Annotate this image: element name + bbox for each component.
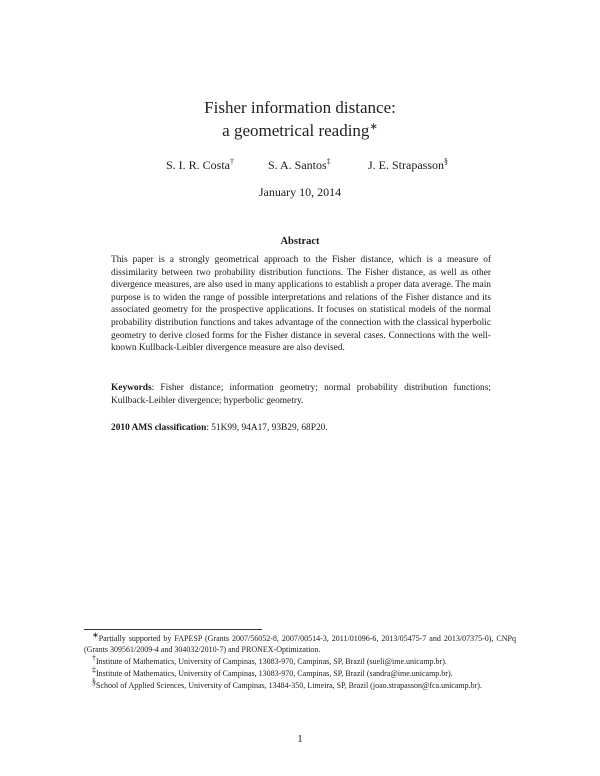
ams-label: 2010 AMS classification	[111, 423, 207, 433]
footnote-author-2	[84, 665, 516, 679]
footnote-funding	[84, 630, 516, 655]
title-line-1-text: Fisher information distance:	[204, 98, 396, 117]
author-2-mark: ‡	[326, 157, 331, 166]
footnote-2-text: Institute of Mathematics, University of Campinas, 13083-970, Campinas, SP, Brazil (sueli@ime.unicamp.br).	[96, 657, 447, 666]
author-1	[166, 158, 234, 173]
title-line-2-text: a geometrical reading	[222, 121, 370, 140]
ams-classification	[111, 422, 491, 435]
footnote-author-1	[84, 653, 516, 667]
keywords-label: Keywords	[111, 383, 152, 393]
footnote-1-text: Partially supported by FAPESP (Grants 2007/56052-8, 2007/00514-3, 2011/01096-6, 2013/05475-7 and 2013/07375-0), CNPq (Grants 309561/2009-4 and 304032/2010-7) and PRONEX-Optimization.	[84, 634, 516, 654]
author-2	[268, 158, 331, 173]
ams-text: : 51K99, 94A17, 93B29, 68P20.	[206, 423, 328, 433]
author-3-name: J. E. Strapasson	[368, 158, 444, 172]
keywords-paragraph	[111, 382, 491, 407]
paper-date: January 10, 2014	[258, 185, 342, 199]
title-line-1	[0, 98, 600, 118]
footnotes	[84, 630, 516, 692]
author-2-name: S. A. Santos	[268, 158, 327, 172]
abstract-text: This paper is a strongly geometrical approach to the Fisher distance, which is a measure of dissimilarity between two probability distribution functions. The Fisher distance, as well as other divergence measures, are also used in many applications to establish a proper data average. The main purpose is to widen the range of possible interpretations and relations of the Fisher distance and its associated geometry for the prospective applications. It focuses on statistical models of the normal probability distribution functions and takes advantage of the connection with the classical hyperbolic geometry to derive closed forms for the Fisher distance in several cases. Connections with the well-known Kullback-Leibler divergence measure are also devised.	[111, 255, 491, 354]
footnote-1-mark: ∗	[92, 630, 99, 640]
page-number: 1	[297, 733, 303, 745]
footnote-author-3	[84, 677, 516, 691]
footnote-4-text: School of Applied Sciences, University of Campinas, 13484-350, Limeira, SP, Brazil (joao.strapasson@fca.unicamp.br).	[96, 681, 482, 690]
author-1-mark: †	[230, 157, 235, 166]
title-footnote-mark: ∗	[369, 121, 378, 133]
footnote-divider	[84, 629, 262, 630]
footnote-4-mark: §	[92, 677, 96, 687]
author-3	[368, 158, 448, 173]
author-1-name: S. I. R. Costa	[166, 158, 231, 172]
author-3-mark: §	[444, 157, 448, 166]
title-line-2	[0, 121, 600, 141]
footnote-3-text: Institute of Mathematics, University of Campinas, 13083-970, Campinas, SP, Brazil (sandra@ime.unicamp.br).	[96, 669, 453, 678]
footnote-3-mark: ‡	[92, 665, 96, 675]
abstract-heading: Abstract	[280, 236, 320, 247]
keywords-text: : Fisher distance; information geometry; normal probability distribution functions; Kullback-Leibler divergence; hyperbolic geometry.	[111, 383, 491, 406]
footnote-2-mark: †	[92, 653, 96, 663]
